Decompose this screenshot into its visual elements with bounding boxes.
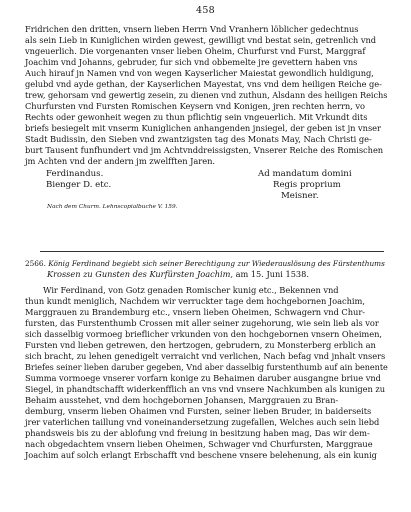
text-line: vngeuerlich. Die vorgenanten vnser lieben Oheim, Churfurst vnd Furst, Marggraf (25, 46, 366, 56)
signature-right-line: Ad mandatum domini (258, 169, 352, 179)
signature-right-name: Meisner. (281, 191, 319, 201)
text-line: Wir Ferdinand, von Gotz genaden Romischer kunig etc., Bekennen vnd (43, 285, 339, 295)
source-note: Nach dem Churm. Lehnscopialbuche V. 159. (47, 204, 178, 210)
text-line: als sein Lieb in Kuniglichen wirden gewest, gewilligt vnd bestat sein, getrenlich vnd (25, 35, 377, 45)
text-line: phandsweis bis zu der ablofung vnd freiung in besitzung haben mag, Das wir dem- (25, 428, 370, 438)
heading-text: König Ferdinand begiebt sich seiner Berechtigung zur Wiederauslösung des Fürstenthums (48, 259, 385, 268)
text-line: Briefes seiner lieben daruber gegeben, Vnd aber dasselbig furstenthumb auf ain benente (25, 362, 388, 372)
text-line: nach obgedachtem vnsern lieben Oheimen, Schwager vnd Churfursten, Marggraue (25, 439, 373, 449)
text-line: Churfursten vnd Fursten Romischen Keysern vnd Konigen, jren rechten herrn, vo (25, 101, 365, 111)
signature-right-line: Regis proprium (273, 180, 341, 190)
text-line: demburg, vnserm lieben Ohaimen vnd Fursten, seiner lieben Bruder, in baiderseits (25, 406, 372, 416)
text-line: thun kundt meniglich, Nachdem wir verruckter tage dem hochgebornen Joachim, (25, 296, 365, 306)
text-line: jrer vaterlichen taillung vnd voneinandersetzung zugefallen, Welches auch sein liebd (25, 417, 380, 427)
heading-date: am 15. Juni 1538. (235, 269, 309, 279)
text-line: Marggrauen zu Brandemburg etc., vnsern lieben Oheimen, Schwagern vnd Chur- (25, 307, 365, 317)
text-line: briefs besiegelt mit vnserm Kuniglichen anhangenden jnsiegel, der geben ist jn vnser (25, 123, 381, 133)
signature-left-title: Bienger D. etc. (46, 180, 112, 190)
text-line: gelubd vnd ayde gethan, der Kayserlichen Mayestat, vns vnd dem heiligen Reiche ge- (25, 79, 382, 89)
heading-text: Krossen zu Gunsten des Kurfürsten Joachim, (47, 269, 233, 279)
text-line: jm Achten vnd der andern jm zwelfften Jaren. (25, 156, 215, 166)
text-line: sich dasselbig vormoeg brieflicher vrkunden von den hochgebornen vnsern Oheimen, (25, 329, 382, 339)
text-line: sich bracht, zu lehen genedigelt verraicht vnd verlichen, Nach befag vnd jnhalt vnsers (25, 351, 386, 361)
document-number: 2566. (25, 259, 46, 268)
text-line: Siegel, in phandtschafft widerkenfflich an vns vnd vnsere Nachkumben als kunigen zu (25, 384, 386, 394)
text-line: Summa vormoege vnserer vorfarn konige zu Behaimen daruber ausgangne briue vnd (25, 373, 381, 383)
text-line: Joachim vnd Johanns, gebruder, fur sich vnd obbemelte jre gevettern haben vns (25, 57, 358, 67)
page-number: 458 (195, 5, 216, 16)
text-line: Rechts oder gewonheit wegen zu thun pflichtig sein vngeuerlich. Mit Vrkundt dits (25, 112, 368, 122)
text-line: Auch hirauf jn Namen vnd von wegen Kayserlicher Maiestat gewondlich huldigung, (25, 68, 374, 78)
signature-left-name: Ferdinandus. (46, 169, 104, 179)
text-line: Stadt Budissin, den Sieben vnd zwantzigsten tag des Monats May, Nach Christi ge- (25, 134, 372, 144)
text-line: trew, gehorsam vnd gewertig zesein, zu dienen vnd zuthun, Alsdann des heiligen Reichs (25, 90, 388, 100)
text-line: Fridrichen den dritten, vnsern lieben Herrn Vnd Vranhern löblicher gedechtnus (25, 24, 359, 34)
text-line: burt Tausent funfhundert vnd jm Achtvnddreissigsten, Vnserer Reiche des Romischen (25, 145, 384, 155)
text-line: Behaim ausstehet, vnd dem hochgebornen Johansen, Marggrauen zu Bran- (25, 395, 339, 405)
section-divider (40, 251, 384, 252)
text-line: Fursten vnd lieben getrewen, den hertzogen, gebrudern, zu Monsterberg erblich an (25, 340, 376, 350)
text-line: Joachim auf solch erlangt Erbschafft vnd beschene vnsere belehenung, als ein kunig (25, 450, 377, 460)
text-line: fursten, das Furstenthumb Crossen mit aller seiner zugehorung, wie sein lieb als vor (25, 318, 379, 328)
